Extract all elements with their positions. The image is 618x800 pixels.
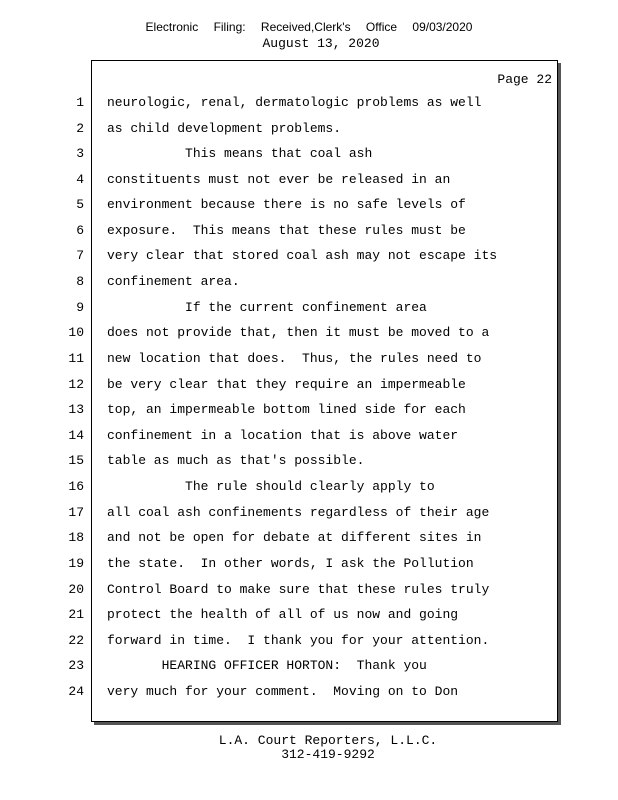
transcript-line [0, 479, 618, 499]
transcript-line [0, 300, 618, 320]
line-number: 18 [68, 530, 84, 545]
transcript-line [0, 95, 618, 115]
transcript-line [0, 197, 618, 217]
line-number: 7 [76, 248, 84, 263]
line-number: 20 [68, 582, 84, 597]
line-number: 12 [68, 377, 84, 392]
line-number: 15 [68, 453, 84, 468]
line-number: 1 [76, 95, 84, 110]
line-number: 16 [68, 479, 84, 494]
line-text: and not be open for debate at different sites in [107, 530, 482, 545]
line-text: as child development problems. [107, 121, 342, 136]
line-number: 2 [76, 121, 84, 136]
transcript-line [0, 274, 618, 294]
line-number: 8 [76, 274, 84, 289]
line-text: If the current confinement area [107, 300, 427, 315]
line-text: The rule should clearly apply to [107, 479, 435, 494]
line-number: 9 [76, 300, 84, 315]
filing-date: 09/03/2020 [412, 20, 473, 34]
line-text: confinement in a location that is above water [107, 428, 459, 443]
filing-word-electronic: Electronic [145, 20, 199, 34]
line-text: confinement area. [107, 274, 240, 289]
line-text: HEARING OFFICER HORTON: Thank you [107, 658, 427, 673]
transcript-line [0, 377, 618, 397]
transcript-line [0, 633, 618, 653]
transcript-line [0, 607, 618, 627]
line-text: table as much as that's possible. [107, 453, 365, 468]
line-number: 19 [68, 556, 84, 571]
filing-stamp [0, 20, 618, 34]
transcript-line [0, 402, 618, 422]
line-text: exposure. This means that these rules must be [107, 223, 466, 238]
line-number: 13 [68, 402, 84, 417]
line-number: 23 [68, 658, 84, 673]
line-text: top, an impermeable bottom lined side for each [107, 402, 466, 417]
line-number: 22 [68, 633, 84, 648]
page-number: Page 22 [497, 72, 552, 87]
transcript-line [0, 453, 618, 473]
transcript-line [0, 351, 618, 371]
filing-word-received: Received,Clerk's [260, 20, 351, 34]
line-number: 4 [76, 172, 84, 187]
filing-word-office: Office [365, 20, 398, 34]
transcript-line [0, 248, 618, 268]
transcript-line [0, 146, 618, 166]
line-text: the state. In other words, I ask the Pollution [107, 556, 474, 571]
line-text: protect the health of all of us now and going [107, 607, 459, 622]
line-number: 5 [76, 197, 84, 212]
hearing-date: August 13, 2020 [262, 36, 380, 51]
line-text: very much for your comment. Moving on to Don [107, 684, 459, 699]
transcript-line [0, 658, 618, 678]
line-text: be very clear that they require an impermeable [107, 377, 466, 392]
line-text: neurologic, renal, dermatologic problems as well [107, 95, 482, 110]
line-number: 17 [68, 505, 84, 520]
court-reporter-name: L.A. Court Reporters, L.L.C. [218, 733, 438, 748]
transcript-line [0, 505, 618, 525]
transcript-line [0, 530, 618, 550]
line-number: 24 [68, 684, 84, 699]
line-number: 10 [68, 325, 84, 340]
line-text: environment because there is no safe levels of [107, 197, 466, 212]
transcript-line [0, 172, 618, 192]
line-number: 14 [68, 428, 84, 443]
line-text: Control Board to make sure that these rules truly [107, 582, 490, 597]
transcript-line [0, 428, 618, 448]
line-number: 6 [76, 223, 84, 238]
line-number: 11 [68, 351, 84, 366]
line-text: constituents must not ever be released in an [107, 172, 451, 187]
transcript-line [0, 223, 618, 243]
line-text: does not provide that, then it must be moved to a [107, 325, 490, 340]
line-text: very clear that stored coal ash may not escape its [107, 248, 498, 263]
line-text: new location that does. Thus, the rules need to [107, 351, 482, 366]
line-text: all coal ash confinements regardless of their age [107, 505, 490, 520]
transcript-line [0, 325, 618, 345]
transcript-line [0, 582, 618, 602]
line-number: 21 [68, 607, 84, 622]
transcript-line [0, 556, 618, 576]
transcript-line [0, 121, 618, 141]
line-text: forward in time. I thank you for your attention. [107, 633, 490, 648]
transcript-line [0, 684, 618, 704]
court-reporter-phone: 312-419-9292 [281, 747, 375, 762]
line-text: This means that coal ash [107, 146, 373, 161]
line-number: 3 [76, 146, 84, 161]
filing-word-filing: Filing: [213, 20, 246, 34]
